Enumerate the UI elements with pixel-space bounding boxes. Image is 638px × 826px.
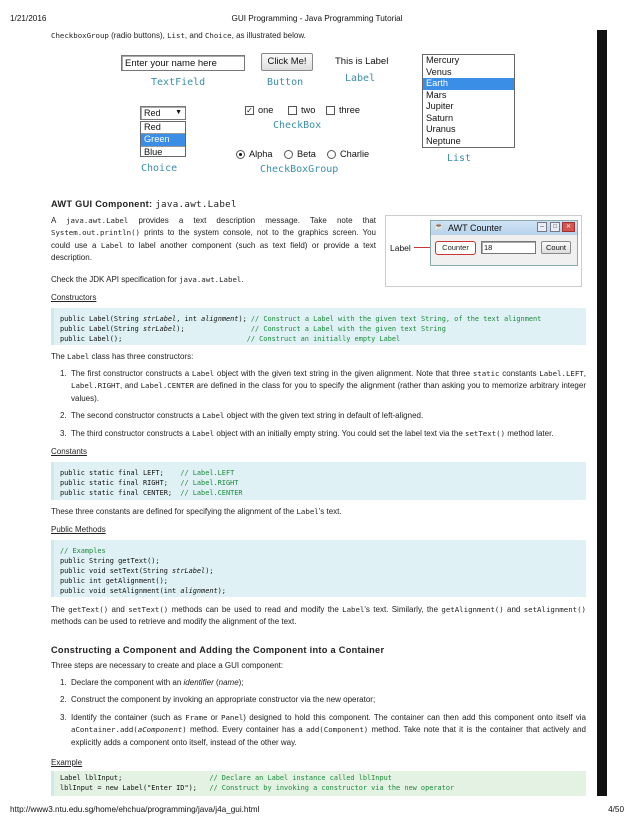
code-comment: // Declare an Label instance called lblInput xyxy=(209,774,392,782)
window-title: AWT Counter xyxy=(448,223,503,233)
checkbox-icon xyxy=(288,106,297,115)
methods-code xyxy=(51,540,586,597)
code-line: public void setAlignment(int alignment); xyxy=(60,586,226,595)
code-comment: // Label.RIGHT xyxy=(180,478,239,487)
example-code xyxy=(51,771,586,796)
code-comment: // Examples xyxy=(60,547,106,555)
code-arg: strLabel xyxy=(172,566,206,575)
label-desc-para: A java.awt.Label provides a text description message. Take note that System.out.println() prints to the system console, not to the graphics screen. You could use a Label to label another component (such as text field) or provide a text description. xyxy=(51,216,377,263)
chevron-down-icon: ▼ xyxy=(175,109,182,116)
checkboxgroup-caption: CheckBoxGroup xyxy=(260,164,339,175)
example-title: Example xyxy=(51,758,83,767)
radio-alpha: Alpha xyxy=(236,148,273,160)
counter-textfield: 18 xyxy=(481,241,536,254)
list-item: Neptune xyxy=(426,135,461,146)
constructors-code xyxy=(51,308,586,345)
list-item: 3. Identify the container (such as Frame or Panel) designed to hold this component. The container can then add this component onto itself via aContainer.add(aComponent) method. Every container has a add(Component) method. Take note that it is the container that actively and explicitly adds a component onto itself, instead of the other way. xyxy=(60,712,587,747)
print-date: 1/21/2016 xyxy=(10,14,47,23)
list-item: Saturn xyxy=(426,112,454,123)
methods-para: The getText() and setText() methods can be used to read and modify the Label's text. Similarly, the getAlignment() and setAlignment() methods can be used to retrieve and modify the alignment of the text. xyxy=(51,605,586,627)
code-line: lblInput = new Label("Enter ID"); // Construct by invoking a constructor via the new operator xyxy=(60,783,455,792)
radio-beta: Beta xyxy=(284,148,316,160)
code-arg: strLabel xyxy=(142,315,177,323)
choice-dropdown xyxy=(140,121,186,157)
code-comment: // Label.LEFT xyxy=(180,469,235,477)
label-annotation: Label xyxy=(390,243,411,253)
intro-line: CheckboxGroup (radio buttons), List, and Choice, as illustrated below. xyxy=(51,31,306,40)
label-constructors-intro: The Label class has three constructors: xyxy=(51,352,194,361)
container-intro: Three steps are necessary to create and place a GUI component: xyxy=(51,661,284,670)
constants-code xyxy=(51,462,586,500)
radio-icon xyxy=(284,150,293,159)
maximize-icon: □ xyxy=(550,222,560,232)
code-comment: // Construct by invoking a constructor via the new operator xyxy=(209,783,455,792)
code-line: public static final CENTER; // Label.CENTER xyxy=(60,488,243,497)
checkbox-three: three xyxy=(326,104,360,116)
window-titlebar xyxy=(431,221,577,235)
list-item: Uranus xyxy=(426,124,456,134)
code-line: public int getAlignment(); xyxy=(60,576,168,585)
constructors-title: Constructors xyxy=(51,293,97,302)
label-section-heading: AWT GUI Component: java.awt.Label xyxy=(51,199,237,210)
count-button: Count xyxy=(541,241,571,254)
code-line: public String getText(); xyxy=(60,556,160,565)
radio-selected-icon xyxy=(236,150,245,159)
label-sample: This is Label xyxy=(335,56,389,67)
counter-label: Counter xyxy=(435,241,476,255)
list-item: Earth xyxy=(423,78,514,90)
code-comment: // Construct a Label with the given text String xyxy=(250,324,446,333)
list-item: Red xyxy=(141,122,185,134)
code-arg: alignment xyxy=(180,586,218,595)
choice-select: Red ▼ xyxy=(140,106,186,120)
methods-title: Public Methods xyxy=(51,525,106,534)
code-line: public static final RIGHT; // Label.RIGHT xyxy=(60,478,239,487)
textfield-caption: TextField xyxy=(151,77,206,88)
steps-list xyxy=(51,677,586,754)
code-line: public Label(); // Construct an initially empty Label xyxy=(60,334,401,343)
code-line: public Label(String strLabel, int alignment); // Construct a Label with the given text String, of the text alignment xyxy=(60,315,542,323)
print-title: GUI Programming - Java Programming Tutorial xyxy=(231,14,403,23)
code-comment: // Label.CENTER xyxy=(180,488,243,497)
list-item: Mars xyxy=(426,89,447,100)
code-line: Label lblInput; // Declare an Label instance called lblInput xyxy=(60,774,392,782)
code-line: public Label(String strLabel); // Construct a Label with the given text String xyxy=(60,324,446,333)
code-arg: alignment xyxy=(201,315,239,323)
print-footer xyxy=(10,804,624,815)
list-item: 2. Construct the component by invoking an appropriate constructor via the new operator; xyxy=(60,695,376,705)
code-line: public void setText(String strLabel); xyxy=(60,566,214,575)
textfield-sample: Enter your name here xyxy=(121,55,245,71)
checkbox-two: two xyxy=(288,104,315,116)
list-item: 1. Declare the component with an identifier (name); xyxy=(60,678,244,687)
checkbox-one: ✓ one xyxy=(246,105,274,115)
list-item: 1. The first constructor constructs a Label object with the given text string in the given alignment. Note that three static constants Label.LEFT, Label.RIGHT, and Label.CENTER are defined in the class for you to specify the alignment (rather than asking you to memorize arbitrary integer values). xyxy=(60,369,586,403)
code-arg: strLabel xyxy=(142,324,177,333)
list-item: Jupiter xyxy=(426,101,454,111)
code-comment: // Construct an initially empty Label xyxy=(246,334,401,343)
print-header xyxy=(10,13,624,24)
list-sample xyxy=(422,54,515,148)
checkbox-caption: CheckBox xyxy=(273,120,322,131)
list-item: 3. The third constructor constructs a Label object with an initially empty string. You could set the label text via the setText() method later. xyxy=(60,428,554,438)
radio-charlie: Charlie xyxy=(327,148,369,160)
label-caption: Label xyxy=(345,73,376,84)
list-item: Green xyxy=(141,134,185,146)
java-icon: ☕ xyxy=(434,222,444,231)
list-item: Venus xyxy=(426,66,452,77)
awt-counter-figure xyxy=(385,215,582,287)
choice-caption: Choice xyxy=(141,163,178,174)
awt-counter-window xyxy=(430,220,578,266)
checkbox-icon xyxy=(326,106,335,115)
list-item: Mercury xyxy=(426,55,460,65)
container-section-heading: Constructing a Component and Adding the Component into a Container xyxy=(51,645,385,655)
code-comment: // Construct a Label with the given text String, of the text alignment xyxy=(250,315,542,323)
print-url: http://www3.ntu.edu.sg/home/ehchua/programming/java/j4a_gui.html xyxy=(10,805,260,814)
list-item: Blue xyxy=(144,146,163,157)
button-sample: Click Me! xyxy=(261,53,313,71)
awt-widgets-illustration xyxy=(121,52,521,202)
list-item: 2. The second constructor constructs a Label object with the given text string in default of left-aligned. xyxy=(60,411,424,421)
code-line: public static final LEFT; // Label.LEFT xyxy=(60,469,235,477)
checked-icon: ✓ xyxy=(246,105,253,115)
constants-title: Constants xyxy=(51,447,88,456)
constants-desc: These three constants are defined for specifying the alignment of the Label's text. xyxy=(51,507,342,516)
radio-icon xyxy=(327,150,336,159)
minimize-icon: – xyxy=(537,222,547,232)
button-caption: Button xyxy=(267,77,304,88)
constructors-list xyxy=(51,368,586,445)
close-icon: ✕ xyxy=(562,222,575,232)
print-page: 4/50 xyxy=(608,805,624,814)
right-edge-bar xyxy=(597,30,607,796)
jdk-spec-para: Check the JDK API specification for java.awt.Label. xyxy=(51,275,244,284)
list-caption: List xyxy=(447,153,472,164)
